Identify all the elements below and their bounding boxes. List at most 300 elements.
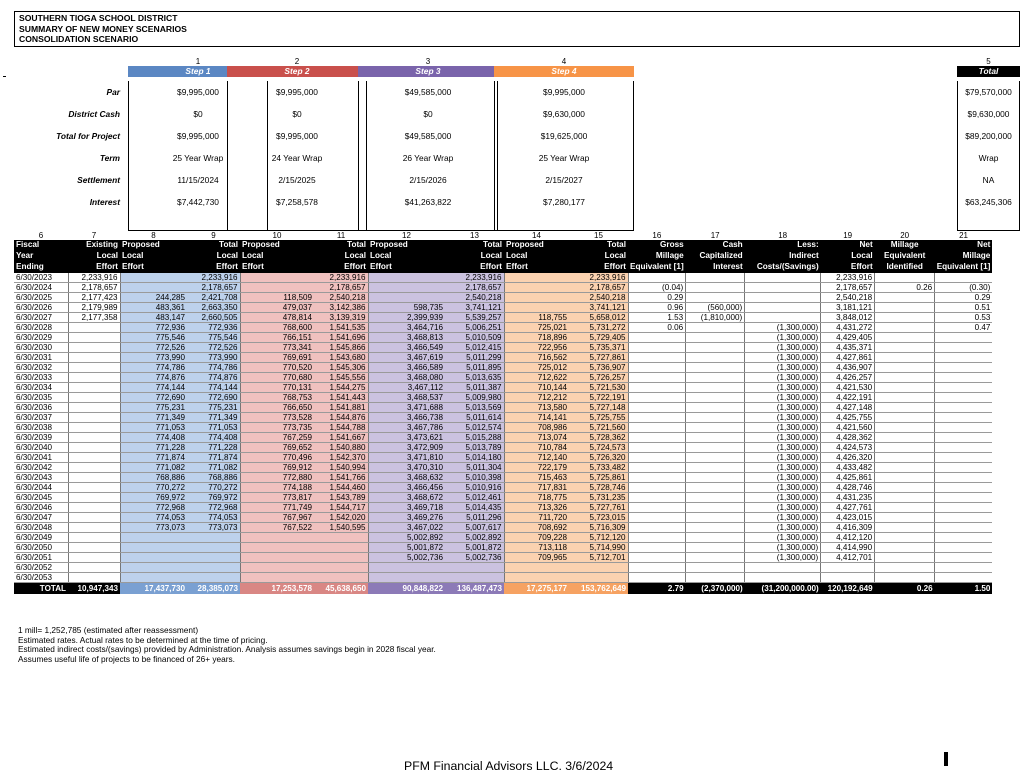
header-millage-identified: Identified <box>875 262 935 273</box>
cell-step2-proposed: 773,817 <box>240 493 314 503</box>
step-1-settlement: 11/15/2024 <box>177 175 219 185</box>
cell-cash-cap-interest <box>686 543 745 553</box>
cell-existing-effort <box>68 363 120 373</box>
cell-step4-proposed <box>504 293 569 303</box>
cell-step2-proposed: 773,341 <box>240 343 314 353</box>
step-1-district-cash: $0 <box>193 109 203 119</box>
cell-step1-proposed: 773,990 <box>120 353 187 363</box>
cell-step2-proposed: 770,520 <box>240 363 314 373</box>
cell-fiscal-year: 6/30/2048 <box>14 523 68 533</box>
cell-net-millage <box>935 543 993 553</box>
cell-step3-proposed: 3,467,112 <box>368 383 445 393</box>
cell-step3-total <box>445 563 504 573</box>
cell-gross-millage <box>628 523 686 533</box>
cell-step3-proposed: 3,468,080 <box>368 373 445 383</box>
cell-fiscal-year: 6/30/2050 <box>14 543 68 553</box>
cell-millage-identified <box>875 573 935 583</box>
header-step4-proposed: Local <box>504 251 569 262</box>
cell-step4-proposed: 725,012 <box>504 363 569 373</box>
cell-millage-identified <box>875 393 935 403</box>
step-2-district-cash: $0 <box>292 109 302 119</box>
total-step2-total: 45,638,650 <box>314 583 368 595</box>
cell-indirect-costs: (1,300,000) <box>745 483 821 493</box>
cell-existing-effort <box>68 323 120 333</box>
cell-step4-total: 5,721,530 <box>569 383 628 393</box>
cell-step2-proposed: 766,650 <box>240 403 314 413</box>
scenario-row-labels <box>30 81 120 213</box>
cell-net-millage <box>935 513 993 523</box>
cell-step3-total: 3,741,121 <box>445 303 504 313</box>
cell-step4-proposed <box>504 273 569 283</box>
cell-gross-millage <box>628 393 686 403</box>
cell-step4-proposed: 714,141 <box>504 413 569 423</box>
cell-cash-cap-interest <box>686 373 745 383</box>
cell-step2-total: 1,541,696 <box>314 333 368 343</box>
cell-fiscal-year: 6/30/2034 <box>14 383 68 393</box>
cell-step1-total: 2,660,505 <box>187 313 240 323</box>
cell-step2-total: 1,542,020 <box>314 513 368 523</box>
total-net-local-effort: 120,192,649 <box>821 583 875 595</box>
cell-fiscal-year: 6/30/2031 <box>14 353 68 363</box>
cell-step3-total: 5,014,435 <box>445 503 504 513</box>
cell-step2-total: 2,540,218 <box>314 293 368 303</box>
table-row <box>14 523 992 533</box>
cell-gross-millage <box>628 493 686 503</box>
cell-gross-millage <box>628 553 686 563</box>
cell-existing-effort: 2,177,423 <box>68 293 120 303</box>
step-1-total: $9,995,000 <box>177 131 219 141</box>
cell-cash-cap-interest: (1,810,000) <box>686 313 745 323</box>
table-row <box>14 453 992 463</box>
cell-gross-millage <box>628 443 686 453</box>
cell-step1-proposed: 772,526 <box>120 343 187 353</box>
step-4-settlement: 2/15/2027 <box>545 175 583 185</box>
cell-step3-total: 5,011,299 <box>445 353 504 363</box>
cell-step3-proposed: 3,468,813 <box>368 333 445 343</box>
cell-step4-total: 5,724,573 <box>569 443 628 453</box>
cell-cash-cap-interest <box>686 293 745 303</box>
cell-fiscal-year: 6/30/2046 <box>14 503 68 513</box>
cell-gross-millage <box>628 453 686 463</box>
cell-gross-millage <box>628 413 686 423</box>
cell-step3-total: 5,010,916 <box>445 483 504 493</box>
cell-fiscal-year: 6/30/2033 <box>14 373 68 383</box>
cell-step1-proposed: 771,874 <box>120 453 187 463</box>
cell-millage-identified <box>875 343 935 353</box>
table-row <box>14 433 992 443</box>
title-line-3: CONSOLIDATION SCENARIO <box>19 34 139 44</box>
cell-step1-proposed: 775,231 <box>120 403 187 413</box>
header-existing-effort: Local <box>68 251 120 262</box>
column-number: 14 <box>532 230 541 240</box>
cell-step4-total: 5,729,405 <box>569 333 628 343</box>
cell-net-local-effort: 4,427,861 <box>821 353 875 363</box>
cell-step2-proposed: 769,652 <box>240 443 314 453</box>
cell-fiscal-year: 6/30/2027 <box>14 313 68 323</box>
cell-millage-identified <box>875 373 935 383</box>
cell-step2-total <box>314 563 368 573</box>
cell-cash-cap-interest <box>686 453 745 463</box>
cell-step3-total: 5,002,736 <box>445 553 504 563</box>
cell-step3-proposed: 3,467,786 <box>368 423 445 433</box>
cell-existing-effort <box>68 573 120 583</box>
cell-step2-total: 1,540,595 <box>314 523 368 533</box>
cell-step2-total: 1,545,866 <box>314 343 368 353</box>
cell-existing-effort <box>68 553 120 563</box>
total-box <box>957 81 1020 231</box>
cell-step3-proposed: 3,467,619 <box>368 353 445 363</box>
total-row <box>14 583 992 595</box>
cell-step2-total: 1,540,994 <box>314 463 368 473</box>
cell-step1-total: 770,272 <box>187 483 240 493</box>
cell-step1-total: 774,876 <box>187 373 240 383</box>
cell-net-local-effort: 4,428,362 <box>821 433 875 443</box>
cell-step4-total: 5,716,309 <box>569 523 628 533</box>
cell-millage-identified <box>875 453 935 463</box>
cell-net-millage <box>935 503 993 513</box>
cell-net-millage <box>935 393 993 403</box>
cell-net-local-effort <box>821 563 875 573</box>
cell-step4-proposed: 710,784 <box>504 443 569 453</box>
cell-net-millage <box>935 343 993 353</box>
cell-millage-identified <box>875 313 935 323</box>
cell-net-millage <box>935 473 993 483</box>
label-total-for-project: Total for Project <box>56 131 120 141</box>
cell-cash-cap-interest <box>686 563 745 573</box>
label-settlement: Settlement <box>77 175 120 185</box>
cell-step4-proposed: 118,755 <box>504 313 569 323</box>
cell-step1-total: 775,231 <box>187 403 240 413</box>
cell-step1-proposed <box>120 543 187 553</box>
column-number: 7 <box>91 230 97 240</box>
cell-step1-proposed: 774,876 <box>120 373 187 383</box>
header-gross-millage: Gross <box>628 240 686 251</box>
cell-indirect-costs: (1,300,000) <box>745 393 821 403</box>
cell-net-local-effort: 4,424,573 <box>821 443 875 453</box>
cell-step4-total: 5,725,861 <box>569 473 628 483</box>
header-step2-total: Total <box>314 240 368 251</box>
cell-step1-total: 771,082 <box>187 463 240 473</box>
cell-step2-proposed: 771,749 <box>240 503 314 513</box>
cell-indirect-costs: (1,300,000) <box>745 423 821 433</box>
header-step3-proposed: Effort <box>368 262 445 273</box>
table-row <box>14 543 992 553</box>
cell-step2-proposed: 769,691 <box>240 353 314 363</box>
cell-step4-proposed: 710,144 <box>504 383 569 393</box>
step-3-interest: $41,263,822 <box>404 197 452 207</box>
cell-step3-proposed: 3,466,549 <box>368 343 445 353</box>
header-step1-total: Effort <box>187 262 240 273</box>
cell-indirect-costs <box>745 563 821 573</box>
cell-indirect-costs: (1,300,000) <box>745 323 821 333</box>
cell-step3-total: 5,012,415 <box>445 343 504 353</box>
step-4-box <box>494 81 634 231</box>
step-3-settlement: 2/15/2026 <box>409 175 447 185</box>
cell-cash-cap-interest <box>686 523 745 533</box>
cell-step1-total <box>187 563 240 573</box>
cell-step1-proposed: 483,147 <box>120 313 187 323</box>
table-row <box>14 473 992 483</box>
cell-indirect-costs: (1,300,000) <box>745 543 821 553</box>
cell-step4-total: 2,178,657 <box>569 283 628 293</box>
cell-net-millage: 0.53 <box>935 313 993 323</box>
header-net-millage: Equivalent [1] <box>936 262 991 272</box>
cell-net-millage <box>935 533 993 543</box>
cell-fiscal-year: 6/30/2030 <box>14 343 68 353</box>
header-fiscal-year: Ending <box>14 262 68 273</box>
cell-indirect-costs: (1,300,000) <box>745 373 821 383</box>
header-fiscal-year: Year <box>14 251 68 262</box>
cell-fiscal-year: 6/30/2049 <box>14 533 68 543</box>
cell-step4-total <box>569 573 628 583</box>
cell-step3-total: 5,539,257 <box>445 313 504 323</box>
cell-step3-proposed: 3,466,456 <box>368 483 445 493</box>
cell-gross-millage <box>628 433 686 443</box>
cell-existing-effort <box>68 563 120 573</box>
total-gross-millage: 2.79 <box>628 583 686 595</box>
cell-cash-cap-interest <box>686 353 745 363</box>
total-existing-effort: 10,947,343 <box>68 583 120 595</box>
cell-step2-total: 1,545,306 <box>314 363 368 373</box>
step-4-column <box>494 57 634 231</box>
cell-step4-proposed <box>504 573 569 583</box>
cell-fiscal-year: 6/30/2042 <box>14 463 68 473</box>
cell-gross-millage <box>628 423 686 433</box>
cell-fiscal-year: 6/30/2045 <box>14 493 68 503</box>
cell-millage-identified <box>875 363 935 373</box>
header-step3-proposed: Local <box>368 251 445 262</box>
cell-step4-total: 5,712,701 <box>569 553 628 563</box>
cell-gross-millage: 1.53 <box>628 313 686 323</box>
cell-step4-proposed: 713,326 <box>504 503 569 513</box>
cell-step3-total: 5,013,569 <box>445 403 504 413</box>
cell-existing-effort <box>68 333 120 343</box>
cell-step3-proposed: 3,471,688 <box>368 403 445 413</box>
cell-step4-proposed: 715,463 <box>504 473 569 483</box>
cell-millage-identified <box>875 333 935 343</box>
cell-millage-identified <box>875 563 935 573</box>
note-indirect: Estimated indirect costs/(savings) provided by Administration. Analysis assumes savings begin in 2028 fiscal year. <box>18 644 436 655</box>
cell-step3-total: 5,010,398 <box>445 473 504 483</box>
cell-indirect-costs: (1,300,000) <box>745 363 821 373</box>
cell-step2-total: 3,142,386 <box>314 303 368 313</box>
cell-step1-total: 774,408 <box>187 433 240 443</box>
cell-step3-total: 5,013,789 <box>445 443 504 453</box>
cell-net-local-effort: 4,436,907 <box>821 363 875 373</box>
cell-step1-proposed: 771,349 <box>120 413 187 423</box>
header-step4-total: Total <box>569 240 628 251</box>
cell-step1-total: 2,178,657 <box>187 283 240 293</box>
cell-net-millage: 0.51 <box>935 303 993 313</box>
cell-indirect-costs: (1,300,000) <box>745 473 821 483</box>
cell-existing-effort <box>68 433 120 443</box>
table-row <box>14 573 992 583</box>
column-number: 16 <box>652 230 662 240</box>
cell-net-millage <box>935 353 993 363</box>
header-millage-identified: Millage <box>875 240 935 251</box>
cell-step3-proposed <box>368 293 445 303</box>
cell-step4-proposed: 712,622 <box>504 373 569 383</box>
cell-step3-total: 5,012,574 <box>445 423 504 433</box>
header-step4-total: Effort <box>569 262 628 273</box>
total-column <box>957 57 1020 231</box>
column-number: 17 <box>710 230 720 240</box>
cell-step2-proposed <box>240 283 314 293</box>
cell-step2-total: 1,541,766 <box>314 473 368 483</box>
header-millage-identified: Equivalent <box>875 251 935 262</box>
header-net-millage: Net <box>935 240 993 251</box>
column-number: 12 <box>402 230 411 240</box>
cell-fiscal-year: 6/30/2038 <box>14 423 68 433</box>
step-1-number: 1 <box>195 57 201 66</box>
cell-fiscal-year: 6/30/2036 <box>14 403 68 413</box>
cell-step4-total: 5,736,907 <box>569 363 628 373</box>
cell-fiscal-year: 6/30/2039 <box>14 433 68 443</box>
cell-fiscal-year: 6/30/2026 <box>14 303 68 313</box>
cell-step2-proposed: 770,680 <box>240 373 314 383</box>
cell-step4-total <box>569 563 628 573</box>
header-step3-total: Effort <box>445 262 504 273</box>
cell-step1-proposed: 772,968 <box>120 503 187 513</box>
cell-net-local-effort: 4,435,371 <box>821 343 875 353</box>
cell-step4-proposed: 718,775 <box>504 493 569 503</box>
cell-step1-proposed: 771,053 <box>120 423 187 433</box>
cell-indirect-costs <box>745 293 821 303</box>
cell-millage-identified <box>875 423 935 433</box>
header-step4-total: Local <box>569 251 628 262</box>
cell-indirect-costs: (1,300,000) <box>745 443 821 453</box>
cell-step3-total: 5,006,251 <box>445 323 504 333</box>
cell-step2-total: 3,139,319 <box>314 313 368 323</box>
step-2-par: $9,995,000 <box>276 87 318 97</box>
cell-step3-total: 2,178,657 <box>445 283 504 293</box>
cell-indirect-costs: (1,300,000) <box>745 413 821 423</box>
cell-millage-identified <box>875 503 935 513</box>
cell-step2-total: 2,178,657 <box>314 283 368 293</box>
cell-step4-proposed <box>504 303 569 313</box>
cell-existing-effort <box>68 353 120 363</box>
step-4-district-cash: $9,630,000 <box>543 109 585 119</box>
table-row <box>14 403 992 413</box>
column-number: 11 <box>336 230 346 240</box>
table-row <box>14 413 992 423</box>
cell-step3-total: 5,012,461 <box>445 493 504 503</box>
cell-step1-proposed: 773,073 <box>120 523 187 533</box>
cell-existing-effort <box>68 523 120 533</box>
cell-indirect-costs: (1,300,000) <box>745 513 821 523</box>
total-total: $89,200,000 <box>965 131 1012 141</box>
cell-step1-total: 774,053 <box>187 513 240 523</box>
table-row <box>14 353 992 363</box>
cell-step2-total: 1,541,667 <box>314 433 368 443</box>
step-4-total: $19,625,000 <box>540 131 588 141</box>
cell-indirect-costs: (1,300,000) <box>745 553 821 563</box>
cell-net-local-effort: 4,421,560 <box>821 423 875 433</box>
cell-step1-total: 774,144 <box>187 383 240 393</box>
cell-step1-total: 2,233,916 <box>187 273 240 283</box>
cell-millage-identified <box>875 413 935 423</box>
cell-step3-total: 5,007,617 <box>445 523 504 533</box>
table-row <box>14 303 992 313</box>
label-term: Term <box>99 153 120 163</box>
cell-step2-total: 1,543,789 <box>314 493 368 503</box>
cell-net-millage <box>935 273 993 283</box>
cell-net-millage <box>935 553 993 563</box>
cell-step3-proposed <box>368 273 445 283</box>
cell-step1-proposed: 768,886 <box>120 473 187 483</box>
cell-step3-proposed: 3,471,810 <box>368 453 445 463</box>
cell-net-millage <box>935 403 993 413</box>
cell-cash-cap-interest: (560,000) <box>686 303 745 313</box>
table-row <box>14 313 992 323</box>
cell-step1-total: 2,421,708 <box>187 293 240 303</box>
cell-net-local-effort: 4,429,405 <box>821 333 875 343</box>
cell-step1-proposed: 774,144 <box>120 383 187 393</box>
cell-net-millage <box>935 363 993 373</box>
cell-millage-identified <box>875 443 935 453</box>
cell-step4-proposed: 713,074 <box>504 433 569 443</box>
step-4-header: Step 4 <box>494 66 634 77</box>
table-row <box>14 323 992 333</box>
cell-cash-cap-interest <box>686 343 745 353</box>
cell-indirect-costs: (1,300,000) <box>745 353 821 363</box>
column-number: 6 <box>38 230 44 240</box>
cell-existing-effort <box>68 383 120 393</box>
cell-gross-millage <box>628 503 686 513</box>
cell-indirect-costs: (1,300,000) <box>745 343 821 353</box>
step-2-number: 2 <box>294 57 300 66</box>
cell-existing-effort <box>68 393 120 403</box>
table-row <box>14 383 992 393</box>
cell-step3-proposed: 2,399,939 <box>368 313 445 323</box>
header-indirect-costs: Costs/(Savings) <box>745 262 821 273</box>
cell-step4-proposed: 722,179 <box>504 463 569 473</box>
total-step2-proposed: 17,253,578 <box>240 583 314 595</box>
cell-step4-proposed: 722,956 <box>504 343 569 353</box>
cell-net-millage <box>935 383 993 393</box>
column-number: 9 <box>211 230 216 240</box>
step-4-par: $9,995,000 <box>543 87 585 97</box>
cell-step3-total: 5,015,288 <box>445 433 504 443</box>
cell-existing-effort <box>68 493 120 503</box>
cell-fiscal-year: 6/30/2044 <box>14 483 68 493</box>
cell-net-local-effort: 4,425,861 <box>821 473 875 483</box>
cell-step2-proposed: 118,509 <box>240 293 314 303</box>
cell-step1-proposed: 772,936 <box>120 323 187 333</box>
cell-net-local-effort: 3,181,121 <box>821 303 875 313</box>
cell-step2-total: 1,544,876 <box>314 413 368 423</box>
cell-net-local-effort: 4,422,191 <box>821 393 875 403</box>
label-par: Par <box>106 87 120 97</box>
cell-step3-proposed: 5,002,736 <box>368 553 445 563</box>
table-row <box>14 483 992 493</box>
cell-step1-total: 773,073 <box>187 523 240 533</box>
cell-step3-proposed: 5,001,872 <box>368 543 445 553</box>
cell-step1-total: 769,972 <box>187 493 240 503</box>
cell-step2-total: 1,541,443 <box>314 393 368 403</box>
cell-step1-total: 774,786 <box>187 363 240 373</box>
cell-millage-identified <box>875 493 935 503</box>
cell-fiscal-year: 6/30/2025 <box>14 293 68 303</box>
cell-millage-identified <box>875 403 935 413</box>
cell-step1-total: 2,663,350 <box>187 303 240 313</box>
cell-step2-proposed <box>240 543 314 553</box>
cell-step4-proposed: 708,986 <box>504 423 569 433</box>
cell-millage-identified <box>875 433 935 443</box>
table-row <box>14 533 992 543</box>
cell-net-local-effort: 4,431,272 <box>821 323 875 333</box>
cell-step1-total: 771,228 <box>187 443 240 453</box>
